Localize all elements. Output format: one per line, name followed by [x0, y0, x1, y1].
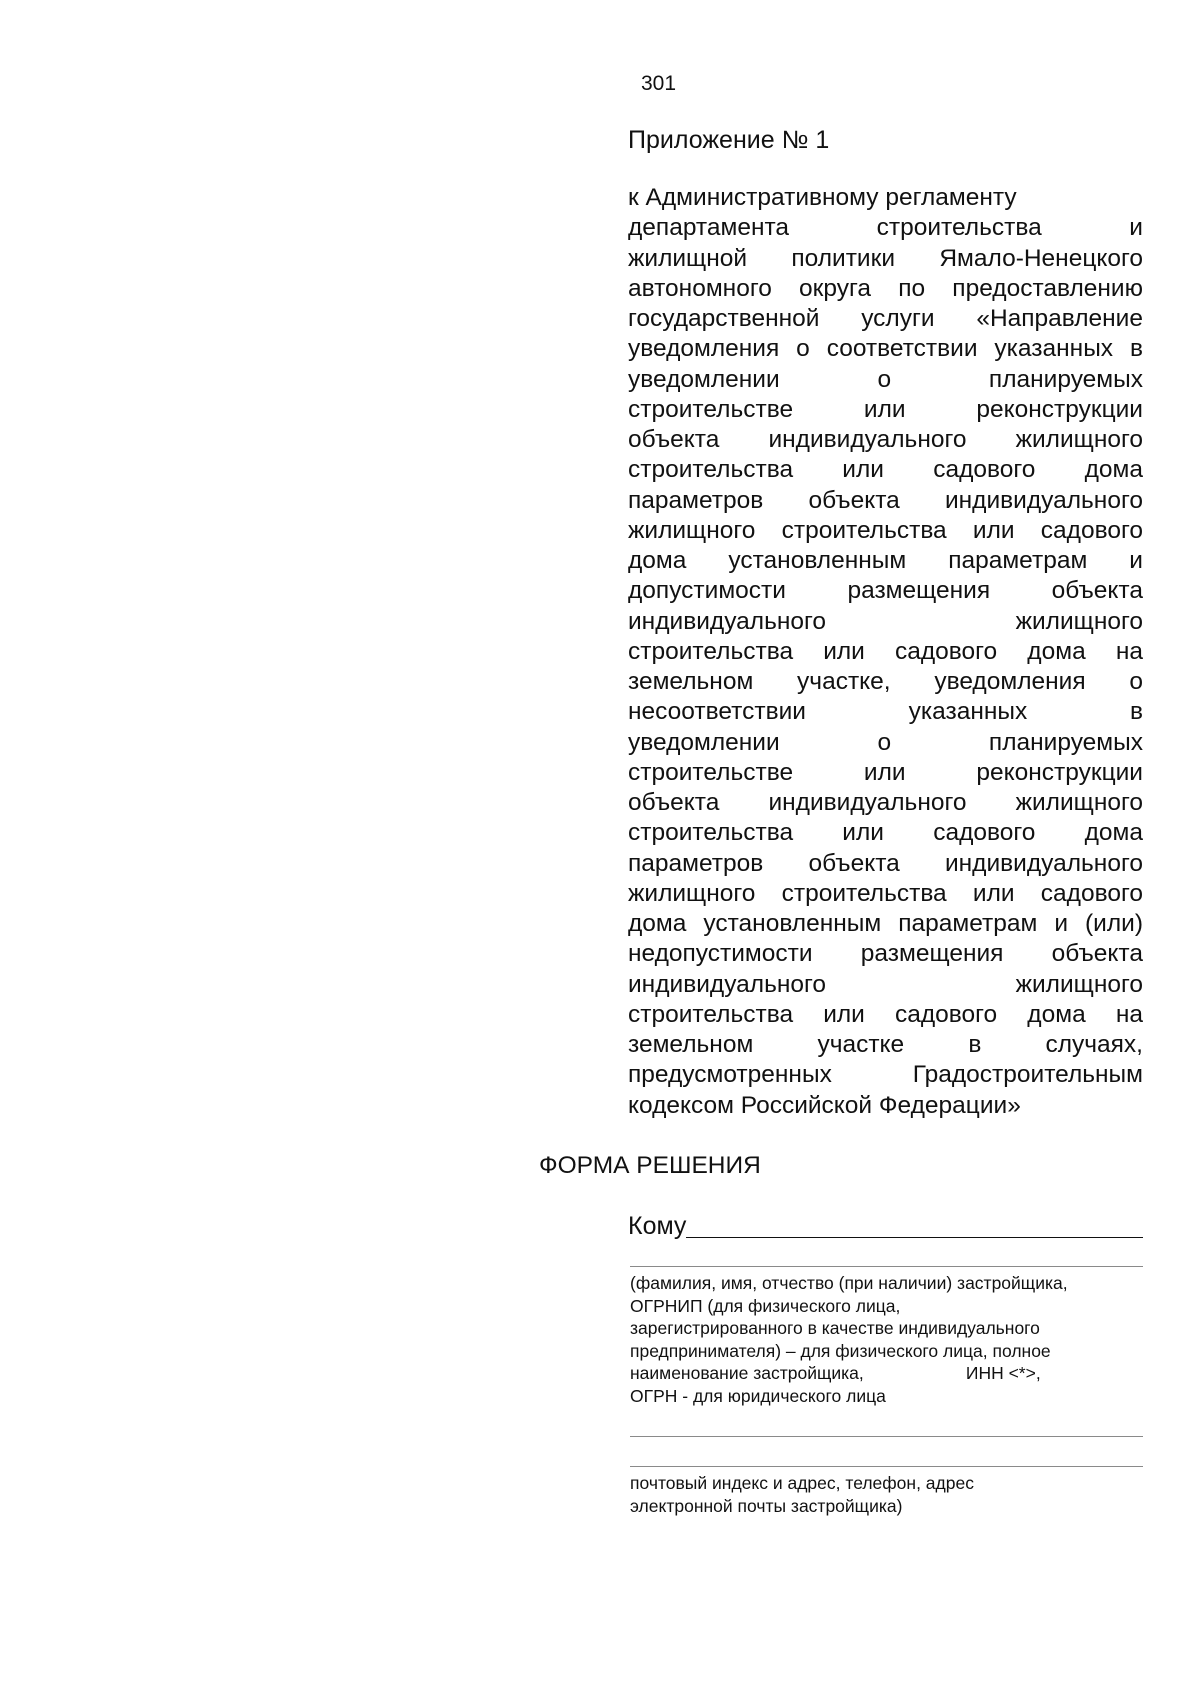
address-note-line: электронной почты застройщика)	[630, 1495, 903, 1516]
regulation-line: жилищного строительства или садового	[628, 516, 1143, 544]
regulation-line: параметров объекта индивидуального	[628, 849, 1143, 877]
recipient-note-line: ОГРН - для юридического лица	[630, 1385, 886, 1406]
recipient-note-line: предпринимателя) – для физического лица, полное	[630, 1340, 1051, 1361]
regulation-line: к Административному регламенту	[628, 184, 1017, 211]
regulation-line: департамента строительства и	[628, 214, 1143, 242]
regulation-line: государственной услуги «Направление	[628, 305, 1143, 332]
regulation-line: земельном участке в случаях,	[628, 1031, 1143, 1058]
regulation-line: строительстве или реконструкции	[628, 395, 1143, 423]
regulation-line: строительства или садового дома на	[628, 637, 1143, 665]
regulation-line: объекта индивидуального жилищного	[628, 789, 1143, 816]
regulation-line: параметров объекта индивидуального	[628, 486, 1143, 514]
regulation-line: объекта индивидуального жилищного	[628, 426, 1143, 453]
regulation-line: автономного округа по предоставлению	[628, 274, 1143, 302]
regulation-line: недопустимости размещения объекта	[628, 940, 1143, 968]
regulation-line: уведомлении о планируемых	[628, 365, 1143, 393]
regulation-line: индивидуального жилищного	[628, 970, 1143, 998]
regulation-line: допустимости размещения объекта	[628, 577, 1143, 605]
address-divider	[630, 1466, 1143, 1467]
recipient-note-line: наименование застройщика, ИНН <*>,	[630, 1363, 1041, 1384]
regulation-line: дома установленным параметрам и (или)	[628, 910, 1143, 937]
recipient-divider	[630, 1266, 1143, 1267]
recipient-label: Кому	[628, 1212, 687, 1240]
regulation-line: кодексом Российской Федерации»	[628, 1091, 1021, 1119]
regulation-reference	[628, 183, 1143, 1121]
regulation-line: земельном участке, уведомления о	[628, 668, 1143, 695]
regulation-line: индивидуального жилищного	[628, 607, 1143, 635]
address-note-line: почтовый индекс и адрес, телефон, адрес	[630, 1473, 974, 1493]
regulation-line: уведомлении о планируемых	[628, 728, 1143, 756]
recipient-blank-field[interactable]	[686, 1213, 1143, 1238]
regulation-line: дома установленным параметрам и	[628, 547, 1143, 574]
regulation-line: строительства или садового дома	[628, 819, 1143, 847]
page-number: 301	[641, 72, 677, 95]
address-blank-line[interactable]	[630, 1436, 1143, 1437]
recipient-note-line: (фамилия, имя, отчество (при наличии) застройщика,	[630, 1273, 1068, 1293]
recipient-note	[630, 1272, 1143, 1408]
regulation-line: уведомления о соответствии указанных в	[628, 335, 1143, 363]
appendix-title: Приложение № 1	[628, 126, 830, 154]
recipient-note-line: ОГРНИП (для физического лица,	[630, 1295, 901, 1316]
recipient-note-line: зарегистрированного в качестве индивидуального	[630, 1318, 1040, 1339]
regulation-line: предусмотренных Градостроительным	[628, 1061, 1143, 1089]
regulation-line: жилищной политики Ямало-Ненецкого	[628, 244, 1143, 272]
regulation-line: строительства или садового дома на	[628, 1000, 1143, 1028]
regulation-line: жилищного строительства или садового	[628, 879, 1143, 907]
form-title: ФОРМА РЕШЕНИЯ	[539, 1152, 761, 1179]
recipient-line	[628, 1210, 1143, 1242]
regulation-line: несоответствии указанных в	[628, 698, 1143, 726]
regulation-line: строительстве или реконструкции	[628, 758, 1143, 786]
regulation-line: строительства или садового дома	[628, 456, 1143, 484]
address-note	[630, 1472, 1143, 1517]
